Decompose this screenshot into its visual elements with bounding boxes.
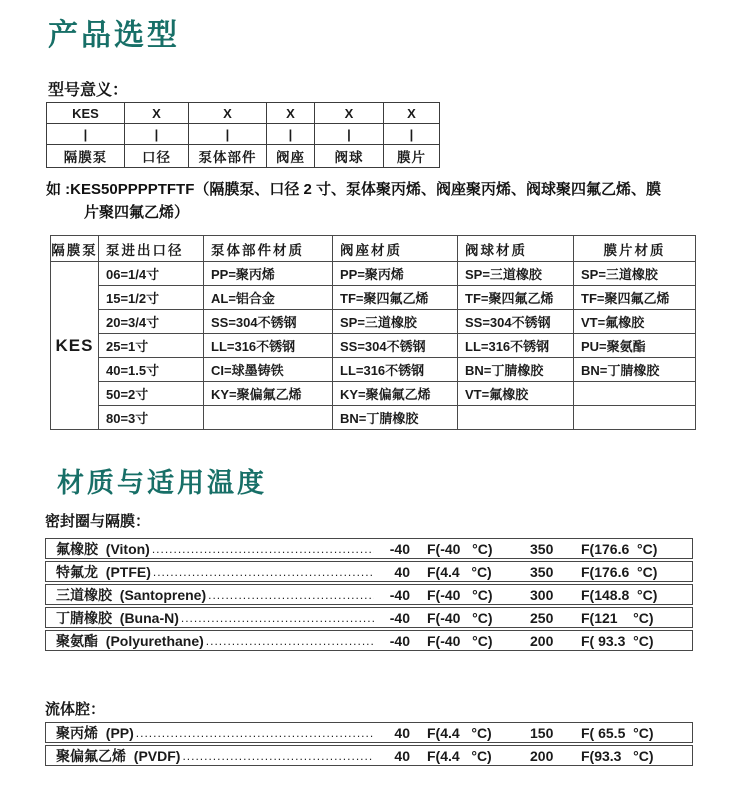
temp-max-f: 250 xyxy=(530,609,554,626)
model-code-row xyxy=(47,103,440,124)
table-row xyxy=(51,406,696,430)
table-cell: X xyxy=(125,103,189,124)
table-cell: LL=316不锈钢 xyxy=(458,334,574,358)
table-cell: X xyxy=(315,103,384,124)
table-row xyxy=(51,334,696,358)
column-header: 隔膜泵 xyxy=(51,236,99,262)
table-cell: PP=聚丙烯 xyxy=(204,262,333,286)
table-cell: | xyxy=(125,124,189,145)
table-cell: | xyxy=(189,124,267,145)
table-cell xyxy=(458,406,574,430)
table-cell: KES xyxy=(47,103,125,124)
table-cell: KY=聚偏氟乙烯 xyxy=(333,382,458,406)
table-cell: VT=氟橡胶 xyxy=(574,310,696,334)
material-name: 三道橡胶 (Santoprene) xyxy=(56,586,207,603)
fluid-temperature-table xyxy=(45,722,693,766)
table-cell: BN=丁腈橡胶 xyxy=(458,358,574,382)
temp-min-f: 40 xyxy=(394,724,410,741)
dot-leader xyxy=(208,588,374,602)
table-cell xyxy=(204,406,333,430)
table-cell: 隔膜泵 xyxy=(47,145,125,168)
table-cell: 20=3/4寸 xyxy=(99,310,204,334)
temp-max-f: 200 xyxy=(530,747,554,764)
table-row xyxy=(45,584,693,605)
model-meaning-label: 型号意义： xyxy=(48,82,129,99)
seal-temperature-table xyxy=(45,538,693,651)
temp-max-c: F( 65.5 °C) xyxy=(581,724,654,741)
material-name: 氟橡胶 (Viton) xyxy=(56,540,150,557)
column-header: 膜片材质 xyxy=(574,236,696,262)
temp-min-c: F(-40 °C) xyxy=(427,540,493,557)
temp-min-c: F(4.4 °C) xyxy=(427,724,492,741)
table-cell: 50=2寸 xyxy=(99,382,204,406)
temp-max-c: F(148.8 °C) xyxy=(581,586,658,603)
temp-min-f: -40 xyxy=(389,540,410,557)
table-cell: SS=304不锈钢 xyxy=(204,310,333,334)
table-cell: AL=铝合金 xyxy=(204,286,333,310)
column-header: 阀座材质 xyxy=(333,236,458,262)
table-cell: | xyxy=(267,124,315,145)
table-row xyxy=(45,561,693,582)
table-row xyxy=(45,630,693,651)
table-cell: | xyxy=(47,124,125,145)
temp-max-f: 150 xyxy=(530,724,554,741)
temp-min-c: F(-40 °C) xyxy=(427,609,493,626)
material-name: 特氟龙 (PTFE) xyxy=(56,563,151,580)
table-cell: | xyxy=(315,124,384,145)
table-cell: BN=丁腈橡胶 xyxy=(333,406,458,430)
table-cell: 阀球 xyxy=(315,145,384,168)
table-cell: | xyxy=(384,124,440,145)
table-cell: 口径 xyxy=(125,145,189,168)
temp-max-c: F(93.3 °C) xyxy=(581,747,654,764)
temp-max-c: F(121 °C) xyxy=(581,609,654,626)
table-cell: TF=聚四氟乙烯 xyxy=(574,286,696,310)
example-line: 如 :KES50PPPPTFTF（隔膜泵、口径 2 寸、泵体聚丙烯、阀座聚丙烯、阀球聚四氟乙烯、膜 xyxy=(46,181,662,198)
temp-min-f: 40 xyxy=(394,563,410,580)
material-name: 丁腈橡胶 (Buna-N) xyxy=(56,609,179,626)
table-row xyxy=(45,607,693,628)
material-name: 聚丙烯 (PP) xyxy=(56,724,134,741)
temp-min-f: 40 xyxy=(394,747,410,764)
table-cell: SS=304不锈钢 xyxy=(458,310,574,334)
dot-leader xyxy=(181,611,374,625)
table-cell: CI=球墨铸铁 xyxy=(204,358,333,382)
table-row xyxy=(51,286,696,310)
temp-max-c: F( 93.3 °C) xyxy=(581,632,654,649)
table-cell: LL=316不锈钢 xyxy=(333,358,458,382)
temp-max-f: 350 xyxy=(530,563,554,580)
table-cell: TF=聚四氟乙烯 xyxy=(458,286,574,310)
table-cell: 泵体部件 xyxy=(189,145,267,168)
table-cell: 40=1.5寸 xyxy=(99,358,204,382)
temp-max-f: 300 xyxy=(530,586,554,603)
dot-leader xyxy=(206,634,374,648)
table-cell: PP=聚丙烯 xyxy=(333,262,458,286)
table-row xyxy=(45,538,693,559)
table-cell: SP=三道橡胶 xyxy=(574,262,696,286)
temp-min-c: F(-40 °C) xyxy=(427,632,493,649)
table-cell: SP=三道橡胶 xyxy=(333,310,458,334)
material-name: 聚偏氟乙烯 (PVDF) xyxy=(56,747,181,764)
table-cell: TF=聚四氟乙烯 xyxy=(333,286,458,310)
temp-min-c: F(4.4 °C) xyxy=(427,747,492,764)
temp-max-f: 350 xyxy=(530,540,554,557)
table-cell: VT=氟橡胶 xyxy=(458,382,574,406)
temp-min-f: -40 xyxy=(389,586,410,603)
model-part-row xyxy=(47,145,440,168)
dot-leader xyxy=(152,542,374,556)
table-cell: 阀座 xyxy=(267,145,315,168)
table-cell: 80=3寸 xyxy=(99,406,204,430)
page-title-material-temperature: 材质与适用温度 xyxy=(57,468,267,498)
dot-leader xyxy=(182,749,374,763)
temp-min-c: F(-40 °C) xyxy=(427,586,493,603)
table-cell: X xyxy=(267,103,315,124)
table-cell: KY=聚偏氟乙烯 xyxy=(204,382,333,406)
series-code-cell: KES xyxy=(51,262,99,430)
column-header: 泵体部件材质 xyxy=(204,236,333,262)
table-cell: BN=丁腈橡胶 xyxy=(574,358,696,382)
seal-diaphragm-label: 密封圈与隔膜： xyxy=(45,513,151,530)
table-cell xyxy=(574,382,696,406)
table-cell: SP=三道橡胶 xyxy=(458,262,574,286)
dot-leader xyxy=(136,726,374,740)
table-cell: 膜片 xyxy=(384,145,440,168)
temp-min-f: -40 xyxy=(389,609,410,626)
fluid-chamber-label: 流体腔： xyxy=(45,701,106,718)
table-cell: 06=1/4寸 xyxy=(99,262,204,286)
selection-header-row xyxy=(51,236,696,262)
column-header: 泵进出口径 xyxy=(99,236,204,262)
example-line: 片聚四氟乙烯） xyxy=(84,204,190,221)
table-row xyxy=(45,722,693,743)
table-cell: X xyxy=(189,103,267,124)
table-row xyxy=(45,745,693,766)
table-cell: LL=316不锈钢 xyxy=(204,334,333,358)
page-title-product-selection: 产品选型 xyxy=(48,19,180,52)
table-cell: PU=聚氨酯 xyxy=(574,334,696,358)
table-cell: 15=1/2寸 xyxy=(99,286,204,310)
dot-leader xyxy=(153,565,374,579)
material-name: 聚氨酯 (Polyurethane) xyxy=(56,632,204,649)
table-row xyxy=(51,310,696,334)
table-row xyxy=(51,382,696,406)
temp-max-c: F(176.6 °C) xyxy=(581,540,658,557)
table-cell: 25=1寸 xyxy=(99,334,204,358)
table-cell: SS=304不锈钢 xyxy=(333,334,458,358)
temp-max-c: F(176.6 °C) xyxy=(581,563,658,580)
temp-min-c: F(4.4 °C) xyxy=(427,563,492,580)
temp-max-f: 200 xyxy=(530,632,554,649)
model-pipe-row xyxy=(47,124,440,145)
table-cell xyxy=(574,406,696,430)
selection-options-table xyxy=(50,235,696,430)
table-row xyxy=(51,358,696,382)
table-cell: X xyxy=(384,103,440,124)
column-header: 阀球材质 xyxy=(458,236,574,262)
model-example-text xyxy=(46,178,714,224)
table-row xyxy=(51,262,696,286)
temp-min-f: -40 xyxy=(389,632,410,649)
model-coding-table xyxy=(46,102,440,168)
